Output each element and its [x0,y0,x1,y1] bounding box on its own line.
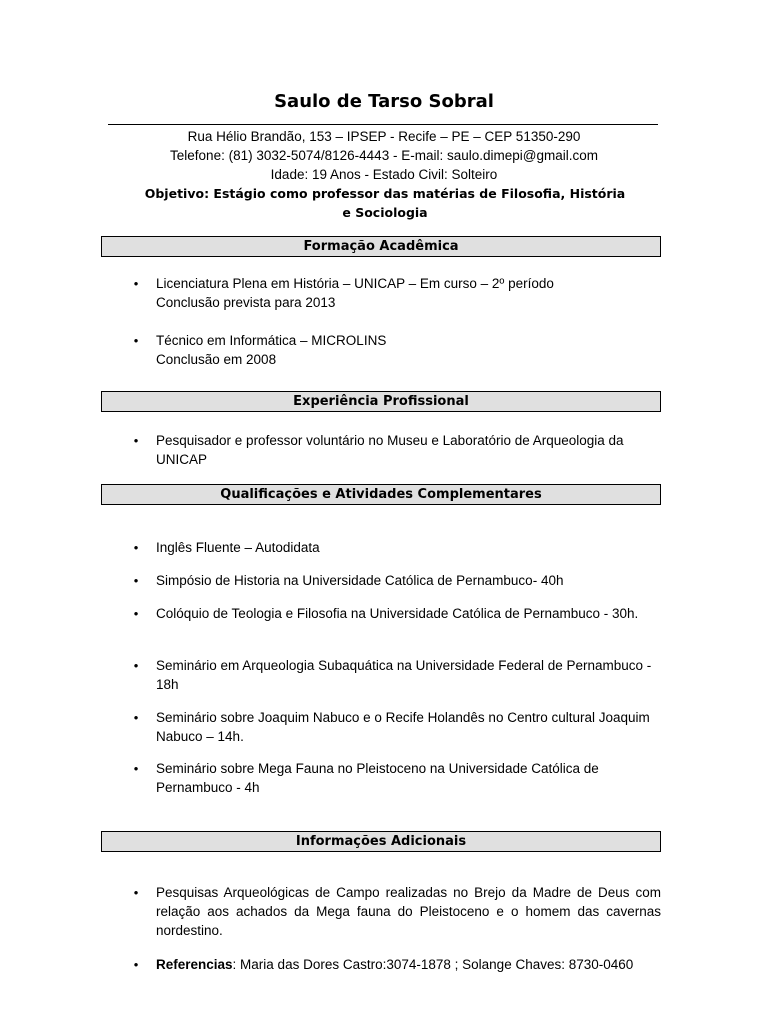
bullet-icon: • [133,606,139,621]
referencias-value: : Maria das Dores Castro:3074-1878 ; Solange Chaves: 8730-0460 [232,957,634,972]
bullet-icon: • [133,573,139,588]
section-header-qualificacoes: Qualificações e Atividades Complementares [101,484,661,505]
referencias-label: Referencias [156,957,233,972]
bullet-icon: • [133,658,139,673]
bullet-icon: • [133,957,139,972]
bullet-icon: • [133,333,139,348]
list-item-formacao-2: Técnico em Informática – MICROLINS Conclusão em 2008 [156,333,387,367]
bullet-icon: • [133,761,139,776]
bullet-icon: • [133,885,139,900]
phone-email-line: Telefone: (81) 3032-5074/8126-4443 - E-mail: saulo.dimepi@gmail.com [170,148,598,163]
list-item-qualificacao-2: Simpósio de Historia na Universidade Católica de Pernambuco- 40h [156,573,564,588]
bullet-icon: • [133,433,139,448]
list-item-qualificacao-3: Colóquio de Teologia e Filosofia na Universidade Católica de Pernambuco - 30h. [156,606,639,621]
resume-name: Saulo de Tarso Sobral [274,91,494,112]
section-header-experiencia: Experiência Profissional [101,391,661,412]
age-status-line: Idade: 19 Anos - Estado Civil: Solteiro [270,167,498,182]
list-item-qualificacao-6: Seminário sobre Mega Fauna no Pleistoceno na Universidade Católica de Pernambuco - 4h [156,761,599,795]
section-header-adicionais: Informações Adicionais [101,831,661,852]
address-line: Rua Hélio Brandão, 153 – IPSEP - Recife – PE – CEP 51350-290 [187,129,581,144]
objective-line: Objetivo: Estágio como professor das matérias de Filosofia, História e Sociologia [144,186,626,220]
header-divider [108,124,658,125]
list-item-referencias [156,955,661,974]
list-item-adicional-1: Pesquisas Arqueológicas de Campo realizadas no Brejo da Madre de Deus com relação aos achados da Mega fauna do Pleistoceno e o homem das cavernas nordestino. [156,885,661,938]
list-item-formacao-1: Licenciatura Plena em História – UNICAP – Em curso – 2º período Conclusão prevista para 2013 [156,276,554,310]
list-item-qualificacao-4: Seminário em Arqueologia Subaquática na Universidade Federal de Pernambuco - 18h [156,658,652,692]
bullet-icon: • [133,540,139,555]
section-header-formacao: Formação Acadêmica [101,236,661,257]
list-item-experiencia-1: Pesquisador e professor voluntário no Museu e Laboratório de Arqueologia da UNICAP [156,433,624,467]
list-item-qualificacao-5: Seminário sobre Joaquim Nabuco e o Recife Holandês no Centro cultural Joaquim Nabuco – 14h. [156,710,650,744]
bullet-icon: • [133,710,139,725]
bullet-icon: • [133,276,139,291]
list-item-qualificacao-1: Inglês Fluente – Autodidata [156,540,320,555]
